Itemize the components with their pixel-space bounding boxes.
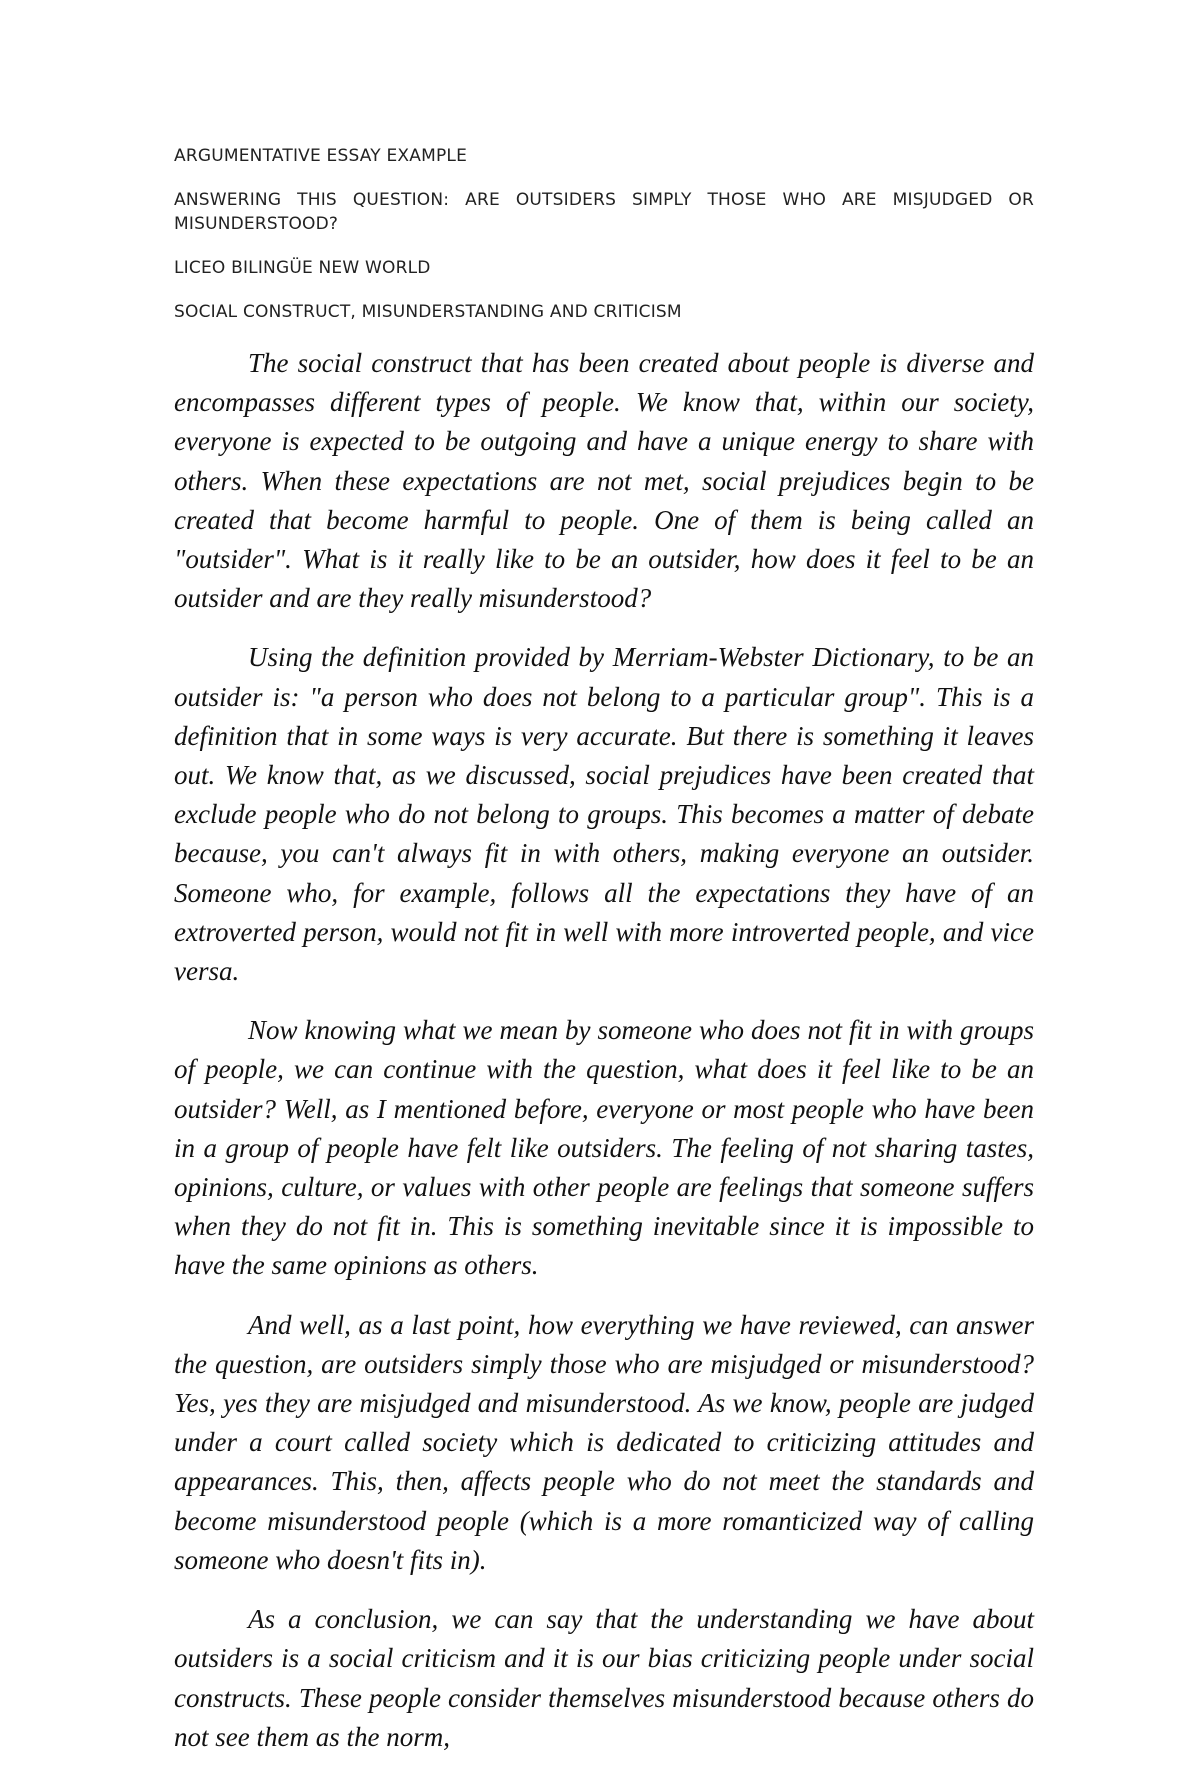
document-subtitle: SOCIAL CONSTRUCT, MISUNDERSTANDING AND CRITICISM — [174, 302, 682, 322]
document-title: ARGUMENTATIVE ESSAY EXAMPLE — [174, 146, 468, 166]
paragraph-2: Using the definition provided by Merriam-Webster Dictionary, to be an outsider is: "a person who does not belong to a particular group". This is a definition that in some ways is very accurate. But there is something it leaves out. We know that, as we discussed, social prejudices have been created that exclude people who do not belong to groups. This becomes a matter of debate because, you can't always fit in with others, making everyone an outsider. Someone who, for example, follows all the expectations they have of an extroverted person, would not fit in well with more introverted people, and vice versa. — [174, 642, 1034, 987]
document-question: ANSWERING THIS QUESTION: ARE OUTSIDERS SIMPLY THOSE WHO ARE MISJUDGED OR MISUNDERSTOOD? — [174, 190, 1034, 234]
paragraph-4: And well, as a last point, how everything we have reviewed, can answer the question, are outsiders simply those who are misjudged or misunderstood? Yes, yes they are misjudged and misunderstood. As we know, people are judged under a court called society which is dedicated to criticizing attitudes and appearances. This, then, affects people who do not meet the standards and become misunderstood people (which is a more romanticized way of calling someone who doesn't fits in). — [174, 1309, 1034, 1575]
school-name: LICEO BILINGÜE NEW WORLD — [174, 258, 431, 278]
paragraph-3: Now knowing what we mean by someone who does not fit in with groups of people, we can continue with the question, what does it feel like to be an outsider? Well, as I mentioned before, everyone or most people who have been in a group of people have felt like outsiders. The feeling of not sharing tastes, opinions, culture, or values with other people are feelings that someone suffers when they do not fit in. This is something inevitable since it is impossible to have the same opinions as others. — [174, 1015, 1034, 1281]
paragraph-5: As a conclusion, we can say that the understanding we have about outsiders is a social criticism and it is our bias criticizing people under social constructs. These people consider themselves misunderstood because others do not see them as the norm, — [174, 1604, 1034, 1752]
paragraph-1: The social construct that has been created about people is diverse and encompasses different types of people. We know that, within our society, everyone is expected to be outgoing and have a unique energy to share with others. When these expectations are not met, social prejudices begin to be created that become harmful to people. One of them is being called an "outsider". What is it really like to be an outsider, how does it feel to be an outsider and are they really misunderstood? — [174, 348, 1034, 614]
document-body — [174, 144, 1034, 1777]
